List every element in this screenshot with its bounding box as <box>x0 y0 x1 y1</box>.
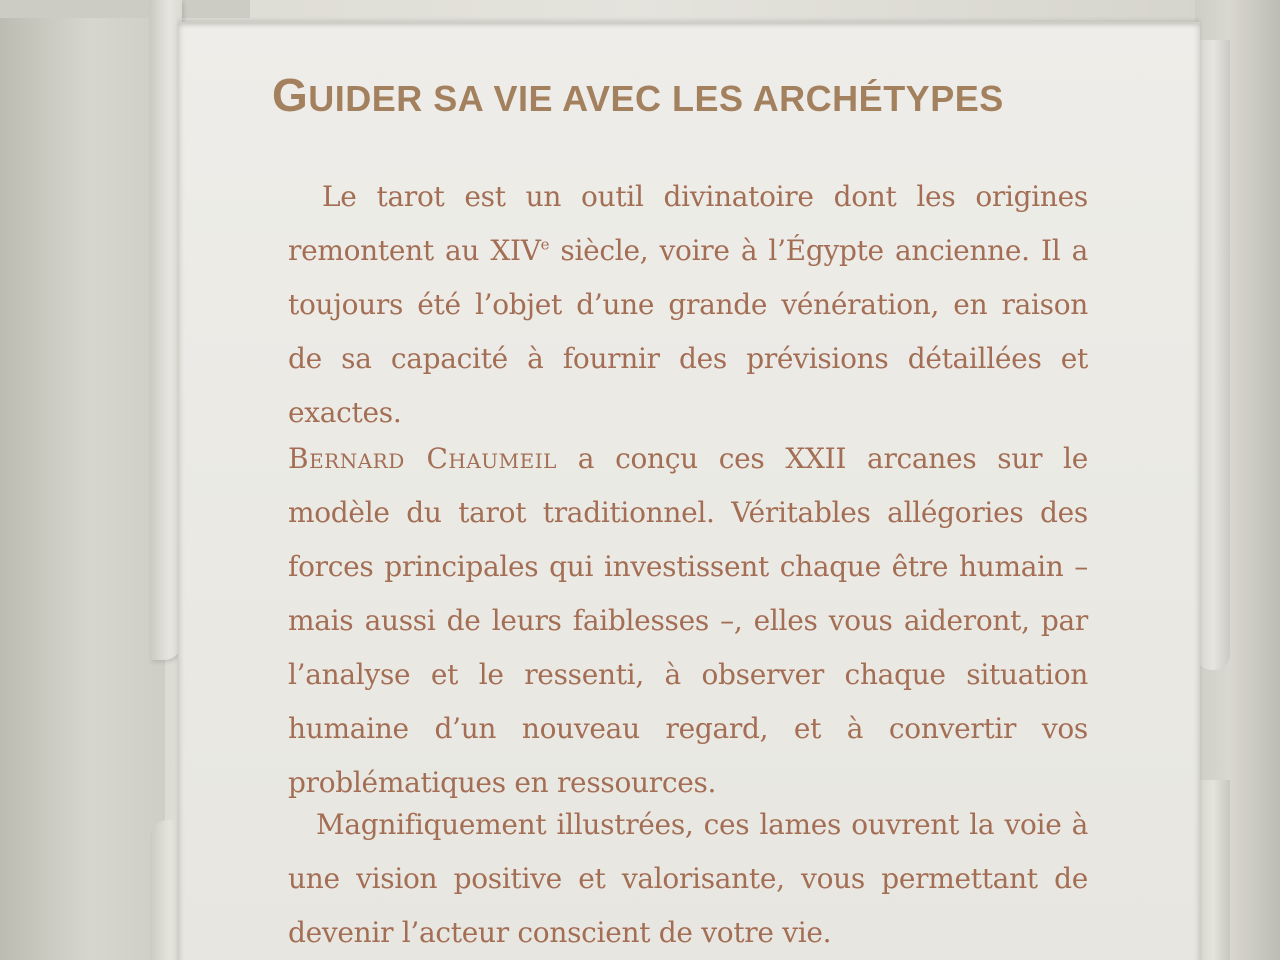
century-superscript: e <box>540 235 550 254</box>
title-initial: G <box>272 69 309 121</box>
paragraph-author-text: a conçu ces XXII arcanes sur le modèle du tarot traditionnel. Véritables allégories des forces principales qui investissent chaque être humain – mais aussi de leurs faiblesses –, elles vous aideront, par l’analyse et le ressenti, à observer chaque situation humaine d’un nouveau regard, et à convertir vos problématiques en ressources. <box>288 442 1088 799</box>
printed-card <box>178 22 1200 960</box>
paragraph-intro-text-a: Le tarot est un outil divinatoire dont les origines remontent au XIV <box>288 180 1088 267</box>
paragraph-closing <box>288 798 1088 960</box>
author-name: Bernard Chaumeil <box>288 442 557 475</box>
box-tray-left-edge <box>0 0 165 960</box>
paragraph-intro-text-b: siècle, voire à l’Égypte ancienne. Il a toujours été l’objet d’une grande vénération, en raison de sa capacité à fournir des prévisions détaillées et exactes. <box>288 234 1088 429</box>
box-tray-top-edge <box>0 0 250 18</box>
paragraph-author <box>288 432 1088 810</box>
box-flap-right-lower <box>1196 780 1230 960</box>
paragraph-intro <box>288 170 1088 440</box>
box-flap-right <box>1196 40 1230 670</box>
paragraph-closing-text: Magnifiquement illustrées, ces lames ouvrent la voie à une vision positive et valorisante, vous permettant de devenir l’acteur conscient de votre vie. <box>288 808 1088 949</box>
card-title <box>272 68 1004 122</box>
title-rest: UIDER SA VIE AVEC LES ARCHÉTYPES <box>308 78 1004 119</box>
